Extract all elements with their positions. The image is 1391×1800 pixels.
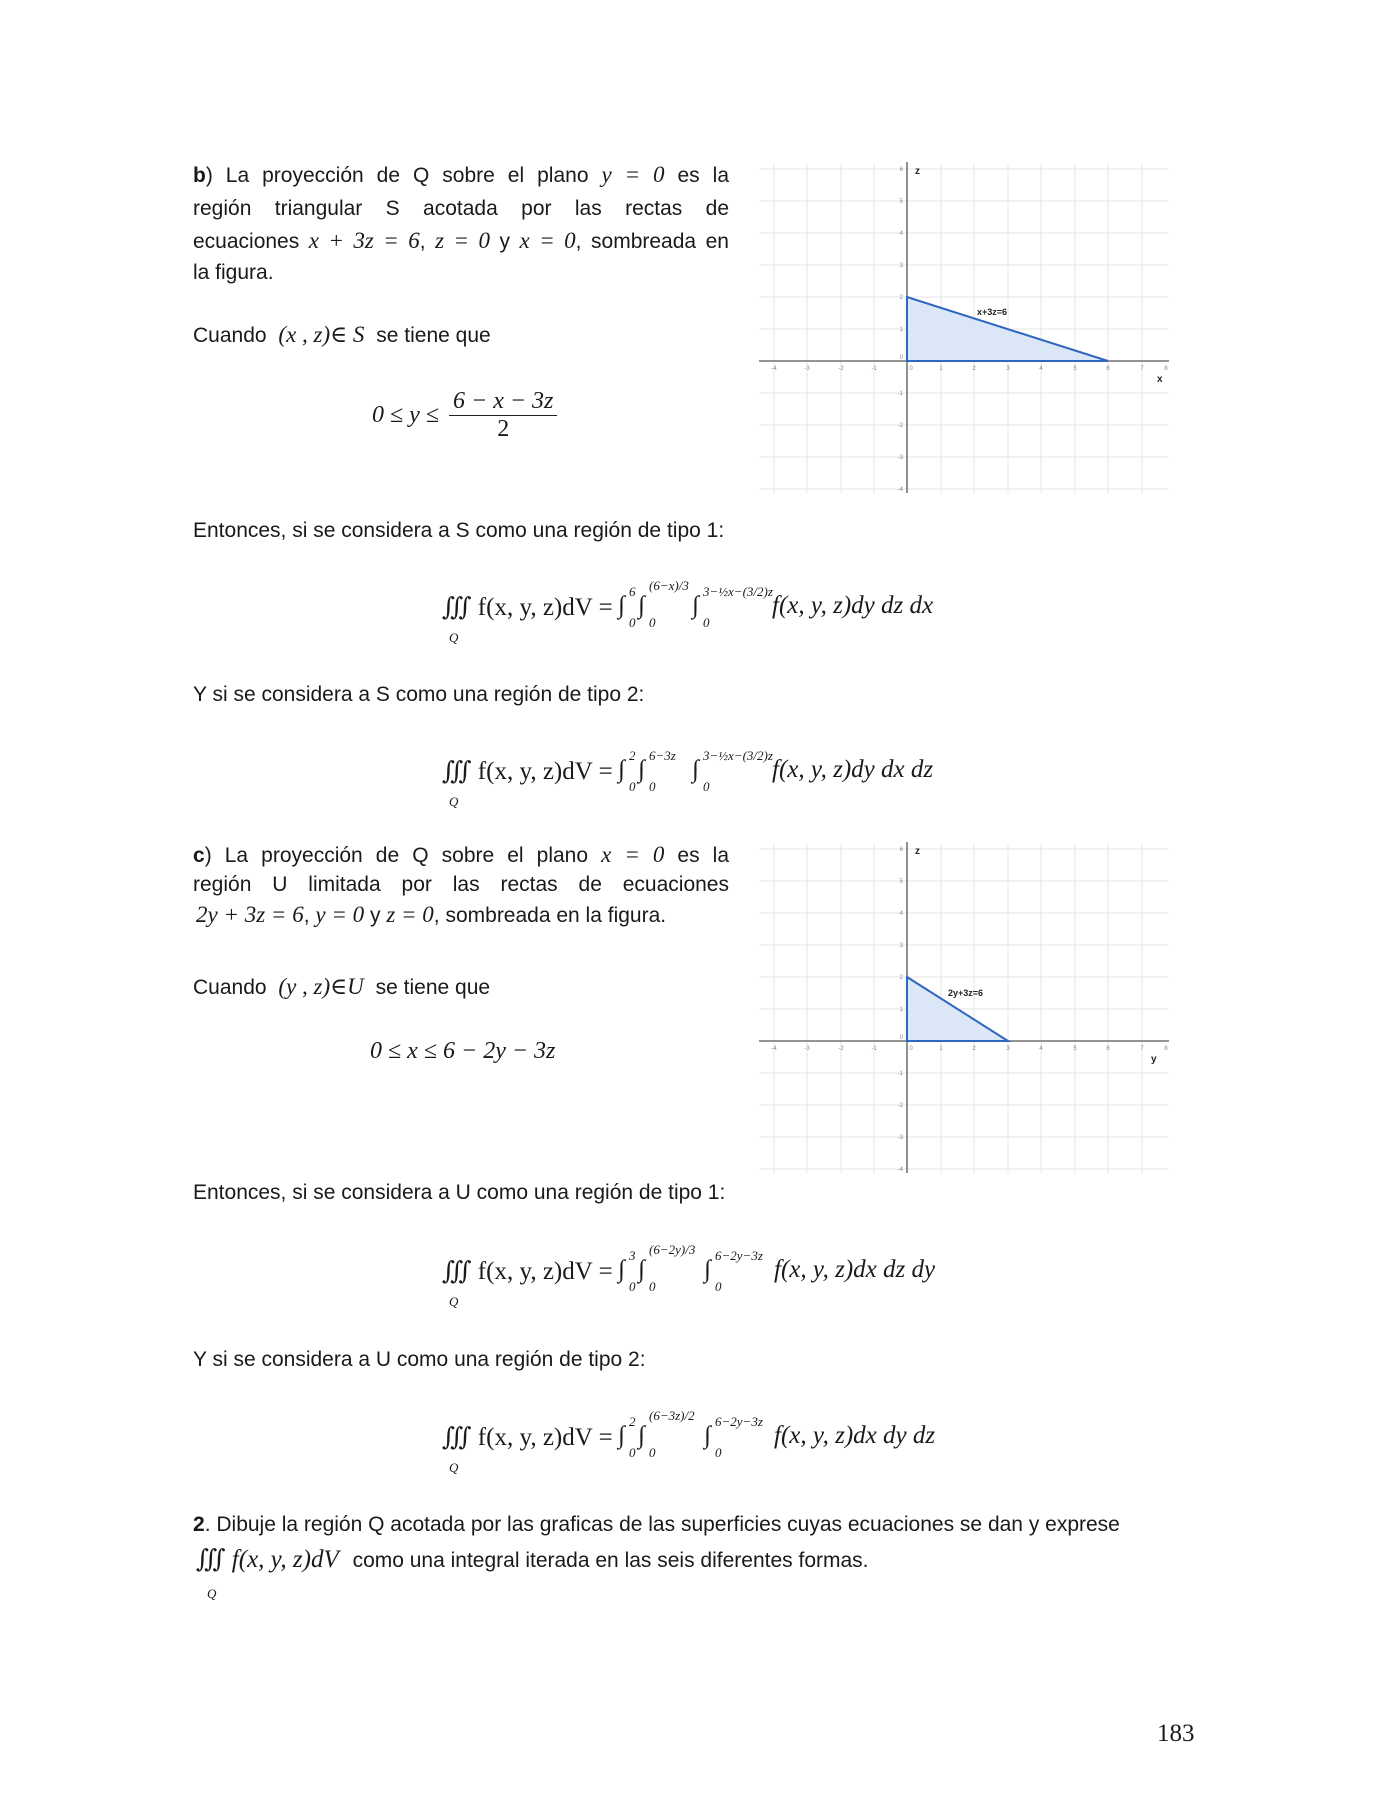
line-label: 2y+3z=6 xyxy=(948,988,984,998)
section-c-bound: 0 ≤ x ≤ 6 − 2y − 3z xyxy=(370,1038,556,1064)
tick: -4 xyxy=(897,1167,903,1173)
section-b-label: b xyxy=(193,164,206,187)
problem-number: 2 xyxy=(193,1513,205,1536)
tick: -2 xyxy=(838,366,844,372)
tick: 1 xyxy=(899,1007,903,1013)
tick: -4 xyxy=(771,1046,777,1052)
tick: 7 xyxy=(1140,1046,1144,1052)
x-axis-label: x xyxy=(1157,374,1163,385)
z-tick-labels xyxy=(898,847,904,1173)
tick: 5 xyxy=(1073,1046,1077,1052)
y-tick-labels xyxy=(771,1046,1168,1052)
section-c-cuando: Cuando (y , z)∈U se tiene que xyxy=(193,974,491,999)
section-c-line2: región U limitada por las rectas de ecuaciones xyxy=(193,873,729,896)
tick: -3 xyxy=(897,1135,903,1141)
tick: 4 xyxy=(899,911,903,917)
tick: 2 xyxy=(899,295,903,301)
tick: 8 xyxy=(1164,1046,1168,1052)
tick: 3 xyxy=(1006,1046,1010,1052)
tick: 1 xyxy=(939,366,943,372)
tick: -1 xyxy=(897,391,903,397)
tick: 4 xyxy=(1039,1046,1043,1052)
eq-lhs: ∭ f(x, y, z)dV = xyxy=(442,594,613,621)
section-c-type2-intro: Y si se considera a U como una región de tipo 2: xyxy=(193,1348,646,1371)
section-b-line1: b) La proyección de Q sobre el plano y = 0 es la xyxy=(193,162,729,187)
problem-2-region: Q xyxy=(207,1586,217,1601)
page-number: 183 xyxy=(1157,1720,1195,1747)
section-b-line3: ecuaciones x + 3z = 6, z = 0 y x = 0, sombreada en xyxy=(193,228,729,253)
tick: -4 xyxy=(897,487,903,493)
equation-c-type2: ∭ f(x, y, z)dV = Q ∫ 0 2 ∫ 0 (6−3z)/2 ∫ 0 6−2y−3z f(x, y, z)dx dy dz xyxy=(442,1408,936,1475)
tick: 5 xyxy=(899,879,903,885)
tick: -2 xyxy=(897,1103,903,1109)
equation-b-type1: ∭ f(x, y, z)dV = Q ∫ 0 6 ∫ 0 (6−x)/3 ∫ 0 3−½x−(3/2)z f(x, y, z)dy dz dx xyxy=(442,578,934,645)
tick: 4 xyxy=(899,231,903,237)
graph-yz-projection xyxy=(757,840,1173,1178)
grid xyxy=(759,844,1169,1173)
section-c-line3: 2y + 3z = 6, y = 0 y z = 0, sombreada en la figura. xyxy=(196,902,667,927)
tick: -3 xyxy=(897,455,903,461)
x-tick-labels xyxy=(771,366,1168,372)
tick: 0 xyxy=(909,366,913,372)
tick: 0 xyxy=(909,1046,913,1052)
tick: 2 xyxy=(972,366,976,372)
eq-region: Q xyxy=(449,630,459,645)
tick: -1 xyxy=(897,1071,903,1077)
tick: -2 xyxy=(897,423,903,429)
section-b-type1-intro: Entonces, si se considera a S como una región de tipo 1: xyxy=(193,519,725,542)
tick: -1 xyxy=(871,1046,877,1052)
tick: 2 xyxy=(899,975,903,981)
section-c-line1: c) La proyección de Q sobre el plano x = 0 es la xyxy=(193,842,730,867)
tick: 0 xyxy=(899,355,903,361)
tick: 6 xyxy=(1106,1046,1110,1052)
line-label: x+3z=6 xyxy=(977,307,1008,317)
tick: 1 xyxy=(899,327,903,333)
tick: 1 xyxy=(939,1046,943,1052)
problem-2-integral-line: ∭ f(x, y, z)dV como una integral iterada en las seis diferentes formas. xyxy=(196,1546,869,1573)
tick: 6 xyxy=(1106,366,1110,372)
section-c-type1-intro: Entonces, si se considera a U como una región de tipo 1: xyxy=(193,1181,726,1204)
z-tick-labels xyxy=(898,167,904,493)
problem-2-text: 2. Dibuje la región Q acotada por las graficas de las superficies cuyas ecuaciones se dan y exprese xyxy=(193,1513,1120,1536)
equation-c-type1: ∭ f(x, y, z)dV = Q ∫ 0 3 ∫ 0 (6−2y)/3 ∫ 0 6−2y−3z f(x, y, z)dx dz dy xyxy=(442,1242,936,1309)
z-axis-label: z xyxy=(915,166,920,177)
tick: 7 xyxy=(1140,366,1144,372)
tick: 6 xyxy=(899,847,903,853)
section-b-line2: región triangular S acotada por las rectas de xyxy=(193,197,729,220)
tick: 4 xyxy=(1039,366,1043,372)
tick: 3 xyxy=(1006,366,1010,372)
tick: -3 xyxy=(804,366,810,372)
graph-xz-projection xyxy=(757,160,1173,498)
tick: -3 xyxy=(804,1046,810,1052)
section-b-type2-intro: Y si se considera a S como una región de tipo 2: xyxy=(193,683,645,706)
tick: -1 xyxy=(871,366,877,372)
tick: 2 xyxy=(972,1046,976,1052)
section-b-cuando: Cuando (x , z)∈ S se tiene que xyxy=(193,322,491,347)
z-axis-label: z xyxy=(915,846,920,857)
tick: 3 xyxy=(899,263,903,269)
tick: 6 xyxy=(899,167,903,173)
section-b-line4: la figura. xyxy=(193,261,274,284)
section-b-bound: 0 ≤ y ≤ $\frac{6 - x - 3z}{2}$ xyxy=(372,388,557,443)
tick: 5 xyxy=(899,199,903,205)
y-axis-label: y xyxy=(1151,1054,1157,1065)
tick: -2 xyxy=(838,1046,844,1052)
tick: 5 xyxy=(1073,366,1077,372)
tick: 0 xyxy=(899,1035,903,1041)
section-c-label: c xyxy=(193,844,205,867)
tick: 3 xyxy=(899,943,903,949)
tick: -4 xyxy=(771,366,777,372)
tick: 8 xyxy=(1164,366,1168,372)
eq-tail: f(x, y, z)dy dz dx xyxy=(772,592,934,619)
equation-b-type2: ∭ f(x, y, z)dV = Q ∫ 0 2 ∫ 0 6−3z ∫ 0 3−½x−(3/2)z f(x, y, z)dy dx dz xyxy=(442,748,934,809)
